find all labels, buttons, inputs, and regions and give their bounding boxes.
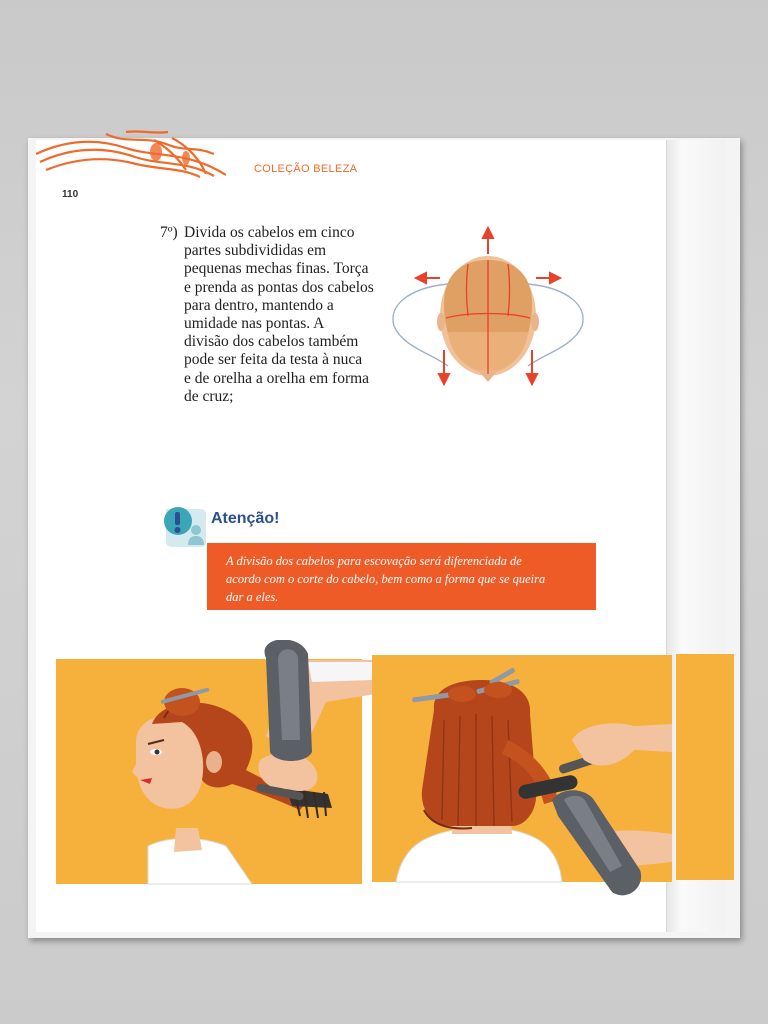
step-line: e de orelha a orelha em forma [184,369,370,387]
head-sections-diagram-icon [388,226,588,391]
step-line: partes subdivididas em [184,242,327,260]
attention-callout [207,543,596,610]
illustration-drying-side-view [56,640,372,890]
attention-info-icon [162,505,208,549]
attention-line: A divisão dos cabelos para escovação será diferenciada de [226,554,522,568]
attention-title: Atenção! [211,510,280,527]
step-line: pequenas mechas finas. Torça [184,260,369,278]
step-line: divisão dos cabelos também [184,333,359,351]
illustration-drying-back-view [372,640,672,910]
step-line: de cruz; [184,387,234,405]
step-line: para dentro, mantendo a [184,296,334,314]
page-edge-illustration-strip [676,654,734,880]
attention-line: acordo com o corte do cabelo, bem como a forma que se queira [226,572,546,586]
attention-line: dar a eles. [226,590,279,604]
step-line: Divida os cabelos em cinco [184,224,355,241]
step-text [184,224,404,406]
step-line: umidade nas pontas. A [184,315,325,333]
collection-label: COLEÇÃO BELEZA [254,163,358,175]
header-ornament-icon [36,130,236,180]
step-line: pode ser feita da testa à nuca [184,351,363,369]
step-number: 7º) [160,224,178,241]
page-number: 110 [62,189,79,200]
attention-text [226,552,586,606]
step-line: e prenda as pontas dos cabelos [184,278,374,296]
